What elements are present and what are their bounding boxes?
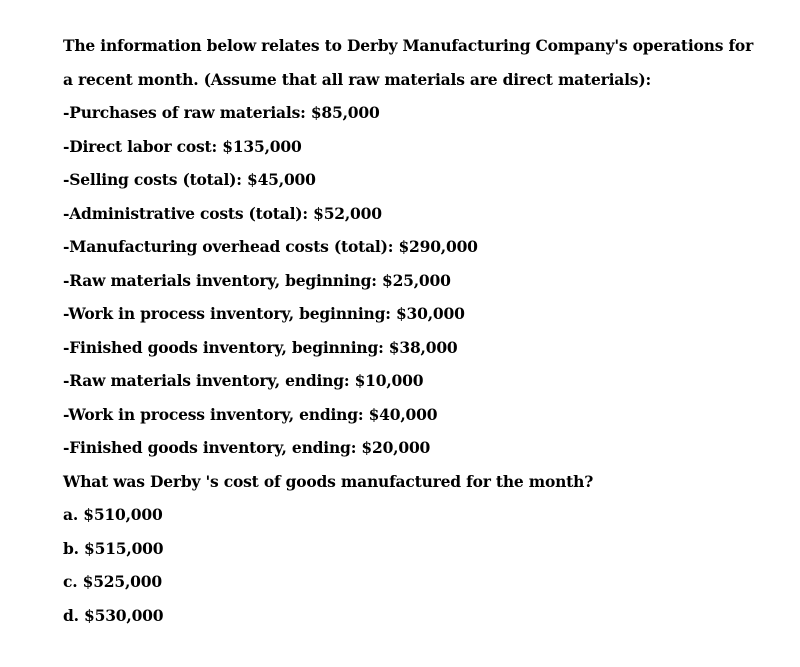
fact-direct-labor-cost: -Direct labor cost: $135,000 <box>63 136 302 156</box>
option-d: d. $530,000 <box>63 605 164 625</box>
question-text: What was Derby 's cost of goods manufactured for the month? <box>63 471 594 491</box>
fact-raw-materials-ending: -Raw materials inventory, ending: $10,000 <box>63 371 424 390</box>
option-b: b. $515,000 <box>63 538 164 558</box>
fact-selling-costs: -Selling costs (total): $45,000 <box>63 170 316 189</box>
fact-wip-beginning: -Work in process inventory, beginning: $30,000 <box>63 304 465 323</box>
question-document <box>63 29 783 632</box>
fact-administrative-costs: -Administrative costs (total): $52,000 <box>63 203 382 223</box>
fact-wip-ending: -Work in process inventory, ending: $40,000 <box>63 404 438 424</box>
fact-manufacturing-overhead: -Manufacturing overhead costs (total): $290,000 <box>63 237 478 256</box>
option-a: a. $510,000 <box>63 505 163 524</box>
option-c: c. $525,000 <box>63 572 162 591</box>
fact-finished-goods-ending: -Finished goods inventory, ending: $20,000 <box>63 438 431 457</box>
fact-purchases-raw-materials: -Purchases of raw materials: $85,000 <box>63 103 380 122</box>
fact-raw-materials-beginning: -Raw materials inventory, beginning: $25,000 <box>63 270 451 290</box>
intro-line-1: The information below relates to Derby Manufacturing Company's operations for <box>63 36 754 55</box>
intro-line-2: a recent month. (Assume that all raw materials are direct materials): <box>63 69 651 89</box>
fact-finished-goods-beginning: -Finished goods inventory, beginning: $38,000 <box>63 337 458 357</box>
